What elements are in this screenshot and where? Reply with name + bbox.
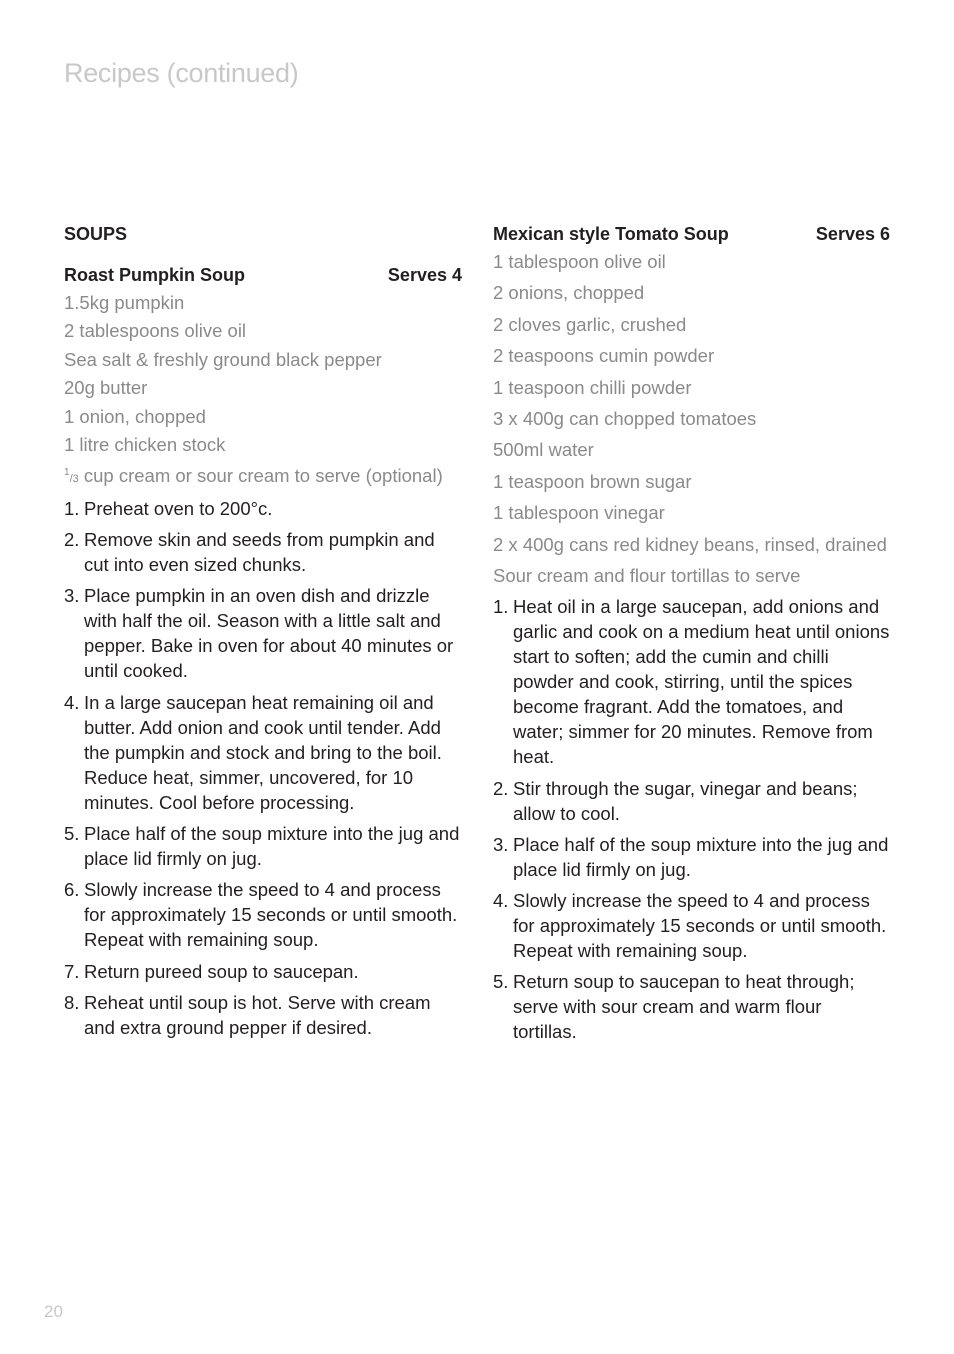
ingredient: 2 tablespoons olive oil (64, 320, 247, 342)
step-number: 3. (493, 833, 509, 855)
step-number: 1. (64, 497, 80, 519)
step-text: Return pureed soup to saucepan. (84, 960, 359, 982)
method-step (64, 959, 462, 984)
step-number: 4. (493, 890, 509, 912)
step-number: 6. (64, 879, 80, 901)
method-step (493, 969, 890, 1044)
ingredient: Sour cream and flour tortillas to serve (493, 564, 801, 586)
method-steps (64, 496, 462, 1040)
step-text: Place pumpkin in an oven dish and drizzle with half the oil. Season with a little salt and pepper. Bake in oven for about 40 minutes or until cooked. (84, 585, 454, 682)
method-step (64, 496, 462, 521)
ingredient: 20g butter (64, 377, 148, 399)
recipe-title: Roast Pumpkin Soup (64, 265, 246, 285)
step-text: Preheat oven to 200°c. (84, 497, 273, 519)
step-text: Place half of the soup mixture into the jug and place lid firmly on jug. (84, 822, 460, 869)
recipe-title: Mexican style Tomato Soup (493, 224, 729, 244)
recipe-header (493, 222, 890, 246)
fraction-denominator: 3 (72, 473, 79, 486)
ingredient-cream (64, 460, 462, 492)
method-step (64, 583, 462, 683)
method-step (493, 594, 890, 769)
method-steps (493, 594, 890, 1044)
recipe-serves: Serves 4 (387, 265, 462, 285)
ingredient: 1.5kg pumpkin (64, 292, 185, 313)
step-number: 3. (64, 585, 80, 607)
step-text: Place half of the soup mixture into the jug and place lid firmly on jug. (513, 833, 889, 880)
ingredient: 1 tablespoon vinegar (493, 502, 665, 524)
fraction: $^1$/3 (64, 467, 79, 486)
ingredient: 500ml water (493, 439, 594, 461)
ingredient: 1 onion, chopped (64, 405, 206, 427)
method-step (64, 527, 462, 577)
page-number: 20 (44, 1302, 63, 1321)
step-number: 8. (64, 991, 80, 1013)
step-text: In a large saucepan heat remaining oil and butter. Add onion and cook until tender. Add the pumpkin and stock and bring to the boil. Reduce heat, simmer, uncovered, for 10 minutes. Cool before processing. (84, 691, 442, 813)
step-number: 5. (493, 971, 509, 993)
recipe-mexican-tomato-soup (493, 222, 890, 1051)
step-number: 7. (64, 960, 80, 982)
step-number: 4. (64, 691, 80, 713)
step-number: 5. (64, 822, 80, 844)
method-step (64, 821, 462, 871)
ingredient-text: cup cream or sour cream to serve (optional) (83, 465, 443, 487)
method-step (64, 690, 462, 815)
method-step (493, 776, 890, 826)
section-title: SOUPS (64, 224, 128, 244)
ingredient: 2 teaspoons cumin powder (493, 345, 715, 367)
step-number: 1. (493, 596, 509, 618)
ingredient: 1 teaspoon brown sugar (493, 470, 692, 492)
method-step (493, 832, 890, 882)
ingredient: 1 litre chicken stock (64, 433, 226, 455)
fraction-numerator: 1 (64, 467, 70, 479)
step-number: 2. (493, 777, 509, 799)
step-text: Stir through the sugar, vinegar and beans; allow to cool. (513, 777, 858, 824)
ingredient: 1 tablespoon olive oil (493, 251, 666, 272)
ingredient: Sea salt & freshly ground black pepper (64, 348, 382, 370)
ingredient-list (493, 249, 890, 588)
method-step (64, 877, 462, 952)
method-step (493, 888, 890, 963)
step-text: Reheat until soup is hot. Serve with cream and extra ground pepper if desired. (84, 991, 431, 1038)
recipe-serves: Serves 6 (815, 224, 890, 244)
ingredient: 1 teaspoon chilli powder (493, 376, 692, 398)
ingredient-list (64, 290, 462, 492)
step-text: Slowly increase the speed to 4 and process for approximately 15 seconds or until smooth. Repeat with remaining soup. (513, 890, 887, 962)
recipe-roast-pumpkin-soup (64, 222, 462, 1046)
step-number: 2. (64, 529, 80, 551)
method-step (64, 990, 462, 1040)
step-text: Return soup to saucepan to heat through; serve with sour cream and warm flour tortillas. (513, 971, 855, 1043)
ingredient: 2 onions, chopped (493, 282, 645, 304)
ingredient: 2 cloves garlic, crushed (493, 313, 687, 335)
page-title: Recipes (continued) (64, 58, 299, 88)
step-text: Remove skin and seeds from pumpkin and cut into even sized chunks. (84, 529, 435, 576)
ingredient: 3 x 400g can chopped tomatoes (493, 407, 757, 429)
ingredient: 2 x 400g cans red kidney beans, rinsed, drained (493, 533, 887, 555)
recipe-header (64, 263, 462, 287)
step-text: Slowly increase the speed to 4 and process for approximately 15 seconds or until smooth. Repeat with remaining soup. (84, 879, 458, 951)
step-text: Heat oil in a large saucepan, add onions and garlic and cook on a medium heat until onions start to soften; add the cumin and chilli powder and cook, stirring, until the spices become fragrant. Add the tomatoes, and water; simmer for 20 minutes. Remove from heat. (513, 596, 890, 768)
